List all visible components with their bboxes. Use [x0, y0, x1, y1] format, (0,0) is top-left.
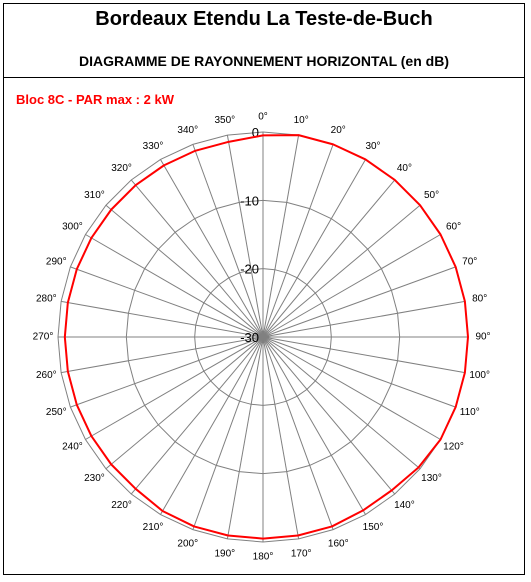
data-point [464, 301, 465, 302]
data-point [135, 185, 136, 186]
data-point [418, 467, 419, 468]
angle-tick-label: 210° [142, 522, 164, 534]
angle-tick-label: 280° [35, 293, 57, 305]
data-point [467, 336, 468, 337]
data-point [440, 439, 441, 440]
radial-tick-label: -30 [240, 330, 259, 345]
angle-tick-label: 260° [35, 369, 57, 381]
radial-tick-label: -10 [240, 193, 259, 209]
data-point [193, 526, 194, 527]
data-point [365, 159, 366, 160]
angle-tick-label: 350° [214, 114, 236, 126]
data-point [419, 205, 420, 206]
data-point [363, 510, 364, 511]
angle-tick-label: 40° [396, 163, 412, 175]
data-point [455, 407, 456, 408]
data-point [163, 165, 164, 166]
data-point [455, 266, 456, 267]
data-point [227, 535, 228, 536]
angle-tick-label: 300° [62, 221, 83, 233]
angle-tick-label: 170° [290, 548, 312, 560]
angle-tick-label: 310° [84, 190, 105, 202]
data-point [76, 269, 77, 270]
data-point [331, 526, 332, 527]
angle-tick-label: 190° [214, 548, 236, 560]
data-point [464, 372, 465, 373]
angle-tick-label: 150° [362, 522, 384, 534]
radial-tick-label: -20 [240, 261, 259, 277]
angle-tick-label: 140° [394, 500, 415, 512]
angle-tick-label: 250° [45, 406, 67, 418]
data-point [228, 141, 229, 142]
data-point [162, 510, 163, 511]
angle-tick-label: 220° [111, 500, 132, 512]
angle-tick-label: 130° [421, 473, 442, 485]
data-point [262, 538, 263, 539]
angle-tick-label: 100° [469, 369, 491, 381]
data-point [298, 135, 299, 136]
angle-tick-label: 80° [472, 293, 488, 305]
angle-tick-label: 110° [459, 406, 480, 418]
data-point [76, 404, 77, 405]
angle-tick-label: 270° [32, 331, 54, 343]
angle-tick-label: 180° [252, 551, 274, 563]
angle-tick-label: 0° [258, 111, 268, 123]
angle-tick-label: 160° [327, 538, 349, 550]
radial-tick-label: 0 [251, 125, 259, 140]
data-point [391, 490, 392, 491]
series-label: Bloc 8C - PAR max : 2 kW [16, 92, 174, 107]
angle-tick-label: 230° [84, 473, 105, 485]
data-point [333, 144, 334, 145]
angle-tick-label: 10° [293, 114, 309, 126]
data-point [64, 336, 65, 337]
angle-tick-label: 330° [142, 141, 164, 153]
angle-tick-label: 60° [445, 221, 462, 233]
angle-tick-label: 20° [330, 124, 346, 136]
chart-title: Bordeaux Etendu La Teste-de-Buch [95, 8, 433, 30]
chart-subtitle: DIAGRAMME DE RAYONNEMENT HORIZONTAL (en dB) [79, 53, 449, 69]
data-point [440, 234, 441, 235]
data-point [91, 237, 92, 238]
angle-tick-label: 30° [365, 141, 381, 153]
angle-tick-label: 120° [443, 441, 464, 453]
angle-tick-label: 340° [177, 124, 199, 136]
data-point [67, 371, 68, 372]
data-point [135, 488, 136, 489]
angle-tick-label: 50° [423, 190, 440, 202]
angle-tick-label: 200° [177, 538, 199, 550]
angle-tick-label: 290° [45, 256, 67, 268]
angle-tick-label: 90° [475, 331, 491, 343]
data-point [111, 464, 112, 465]
data-point [67, 302, 68, 303]
data-point [91, 435, 92, 436]
angle-tick-label: 240° [62, 441, 83, 453]
data-point [297, 535, 298, 536]
data-point [111, 209, 112, 210]
data-point [195, 150, 196, 151]
data-point [394, 179, 395, 180]
angle-tick-label: 320° [111, 163, 132, 175]
data-point [262, 135, 263, 136]
angle-tick-label: 70° [462, 256, 478, 268]
